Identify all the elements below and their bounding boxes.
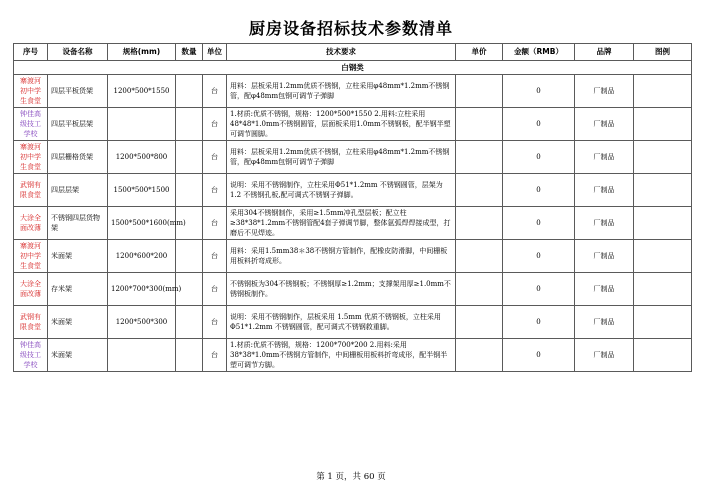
price-cell bbox=[456, 141, 503, 174]
illustration-cell bbox=[634, 141, 692, 174]
table-row bbox=[14, 141, 692, 174]
name-cell: 四层平板货架 bbox=[48, 75, 108, 108]
amount-cell: 0 bbox=[503, 339, 575, 372]
header-row bbox=[14, 44, 692, 61]
spec-cell: 1200*500*300 bbox=[108, 306, 176, 339]
requirements-cell: 说明：采用不锈钢制作，层板采用 1.5mm 优质不锈钢板，立柱采用Φ51*1.2mm 不锈钢圆管，配可调式不锈钢救重脚。 bbox=[227, 306, 456, 339]
col-header-spec: 规格(mm) bbox=[108, 44, 176, 61]
col-header-unit: 单位 bbox=[203, 44, 227, 61]
price-cell bbox=[456, 339, 503, 372]
brand-cell: 厂制品 bbox=[575, 108, 634, 141]
unit-cell: 台 bbox=[203, 339, 227, 372]
name-cell: 四层平板层架 bbox=[48, 108, 108, 141]
spec-cell: 1500*500*1500 bbox=[108, 174, 176, 207]
school-cell: 寨渡河初中学生食堂 bbox=[14, 141, 48, 174]
brand-cell: 厂制品 bbox=[575, 306, 634, 339]
requirements-cell: 不锈钢板为304不锈钢板；不锈钢厚≥1.2mm；支撑架用厚≥1.0mm不锈钢板制作。 bbox=[227, 273, 456, 306]
price-cell bbox=[456, 174, 503, 207]
unit-cell: 台 bbox=[203, 240, 227, 273]
table-row bbox=[14, 207, 692, 240]
price-cell bbox=[456, 108, 503, 141]
qty-cell bbox=[176, 306, 203, 339]
qty-cell bbox=[176, 339, 203, 372]
name-cell: 米面架 bbox=[48, 240, 108, 273]
spec-cell bbox=[108, 339, 176, 372]
spec-cell bbox=[108, 108, 176, 141]
table-row bbox=[14, 108, 692, 141]
brand-cell: 厂制品 bbox=[575, 141, 634, 174]
col-header-amount: 金额（RMB） bbox=[503, 44, 575, 61]
col-header-requirements: 技术要求 bbox=[227, 44, 456, 61]
amount-cell: 0 bbox=[503, 75, 575, 108]
school-cell: 寨渡河初中学生食堂 bbox=[14, 75, 48, 108]
unit-cell: 台 bbox=[203, 273, 227, 306]
unit-cell: 台 bbox=[203, 108, 227, 141]
illustration-cell bbox=[634, 273, 692, 306]
illustration-cell bbox=[634, 306, 692, 339]
spec-cell: 1200*500*800 bbox=[108, 141, 176, 174]
table-row bbox=[14, 339, 692, 372]
amount-cell: 0 bbox=[503, 306, 575, 339]
page-footer: 第 1 页，共 60 页 bbox=[316, 472, 386, 482]
amount-cell: 0 bbox=[503, 174, 575, 207]
illustration-cell bbox=[634, 108, 692, 141]
school-cell: 钟佳高级技工学校 bbox=[14, 339, 48, 372]
brand-cell: 厂制品 bbox=[575, 339, 634, 372]
brand-cell: 厂制品 bbox=[575, 273, 634, 306]
unit-cell: 台 bbox=[203, 75, 227, 108]
qty-cell bbox=[176, 108, 203, 141]
table-row bbox=[14, 174, 692, 207]
school-cell: 武钢有限食堂 bbox=[14, 306, 48, 339]
spec-cell: 1500*500*1600(mm) bbox=[108, 207, 176, 240]
table-row bbox=[14, 273, 692, 306]
table-row bbox=[14, 240, 692, 273]
illustration-cell bbox=[634, 339, 692, 372]
col-header-price: 单价 bbox=[456, 44, 503, 61]
requirements-cell: 1.材质:优质不锈钢，规格：1200*700*200 2.用料:采用38*38*1.0mm不锈钢方管制作，中间栅板用板料折弯成形，配半钢半塑可调节方脚。 bbox=[227, 339, 456, 372]
col-header-name: 设备名称 bbox=[48, 44, 108, 61]
qty-cell bbox=[176, 141, 203, 174]
price-cell bbox=[456, 306, 503, 339]
brand-cell: 厂制品 bbox=[575, 75, 634, 108]
amount-cell: 0 bbox=[503, 240, 575, 273]
illustration-cell bbox=[634, 174, 692, 207]
brand-cell: 厂制品 bbox=[575, 240, 634, 273]
name-cell: 四层栅格货架 bbox=[48, 141, 108, 174]
illustration-cell bbox=[634, 207, 692, 240]
col-header-qty: 数量 bbox=[176, 44, 203, 61]
qty-cell bbox=[176, 174, 203, 207]
requirements-cell: 说明：采用不锈钢制作，立柱采用Φ51*1.2mm 不锈钢圆管，层架为 1.2 不锈钢孔板,配可调式不锈钢子弹脚。 bbox=[227, 174, 456, 207]
section-title: 白钢类 bbox=[14, 61, 692, 75]
amount-cell: 0 bbox=[503, 108, 575, 141]
amount-cell: 0 bbox=[503, 141, 575, 174]
price-cell bbox=[456, 240, 503, 273]
price-cell bbox=[456, 273, 503, 306]
table-row bbox=[14, 75, 692, 108]
school-cell: 寨渡河初中学生食堂 bbox=[14, 240, 48, 273]
spec-cell: 1200*500*1550 bbox=[108, 75, 176, 108]
requirements-cell: 用料：层板采用1.2mm优质不锈钢，立柱采用φ48mm*1.2mm不锈钢管，配φ48mm包钢可调节子弹脚 bbox=[227, 75, 456, 108]
illustration-cell bbox=[634, 240, 692, 273]
name-cell: 存米架 bbox=[48, 273, 108, 306]
school-cell: 武钢有限食堂 bbox=[14, 174, 48, 207]
col-header-brand: 品牌 bbox=[575, 44, 634, 61]
spec-cell: 1200*700*300(mm) bbox=[108, 273, 176, 306]
spec-cell: 1200*600*200 bbox=[108, 240, 176, 273]
equipment-table bbox=[13, 43, 692, 372]
illustration-cell bbox=[634, 75, 692, 108]
table-row bbox=[14, 306, 692, 339]
name-cell: 米面架 bbox=[48, 339, 108, 372]
price-cell bbox=[456, 75, 503, 108]
requirements-cell: 用料：采用1.5mm38＊38不锈钢方管制作，配橡皮防滑脚，中间栅板用板料折弯成形。 bbox=[227, 240, 456, 273]
brand-cell: 厂制品 bbox=[575, 207, 634, 240]
name-cell: 米面架 bbox=[48, 306, 108, 339]
brand-cell: 厂制品 bbox=[575, 174, 634, 207]
unit-cell: 台 bbox=[203, 174, 227, 207]
school-cell: 钟佳高级技工学校 bbox=[14, 108, 48, 141]
qty-cell bbox=[176, 240, 203, 273]
price-cell bbox=[456, 207, 503, 240]
col-header-illustration: 图例 bbox=[634, 44, 692, 61]
name-cell: 四层层架 bbox=[48, 174, 108, 207]
amount-cell: 0 bbox=[503, 273, 575, 306]
requirements-cell: 用料：层板采用1.2mm优质不锈钢，立柱采用φ48mm*1.2mm不锈钢管，配φ48mm包钢可调节子弹脚 bbox=[227, 141, 456, 174]
page-title: 厨房设备招标技术参数清单 bbox=[248, 19, 453, 38]
col-header-index: 序号 bbox=[14, 44, 48, 61]
requirements-cell: 1.材质:优质不锈钢，规格：1200*500*1550 2.用料:立柱采用48*48*1.0mm不锈钢圆管，层面板采用1.0mm不锈钢板，配半钢半塑可调节圆脚。 bbox=[227, 108, 456, 141]
qty-cell bbox=[176, 75, 203, 108]
section-row bbox=[14, 61, 692, 75]
amount-cell: 0 bbox=[503, 207, 575, 240]
requirements-cell: 采用304不锈钢制作，采用≥1.5mm冲孔型层板；配立柱≥38*38*1.2mm不锈钢管配4套子弹调节脚，整体氩弧焊焊接成型，打磨后不见焊迹。 bbox=[227, 207, 456, 240]
unit-cell: 台 bbox=[203, 207, 227, 240]
unit-cell: 台 bbox=[203, 141, 227, 174]
school-cell: 大涂全面改薄 bbox=[14, 273, 48, 306]
name-cell: 不锈钢四层货物架 bbox=[48, 207, 108, 240]
school-cell: 大涂全面改薄 bbox=[14, 207, 48, 240]
unit-cell: 台 bbox=[203, 306, 227, 339]
